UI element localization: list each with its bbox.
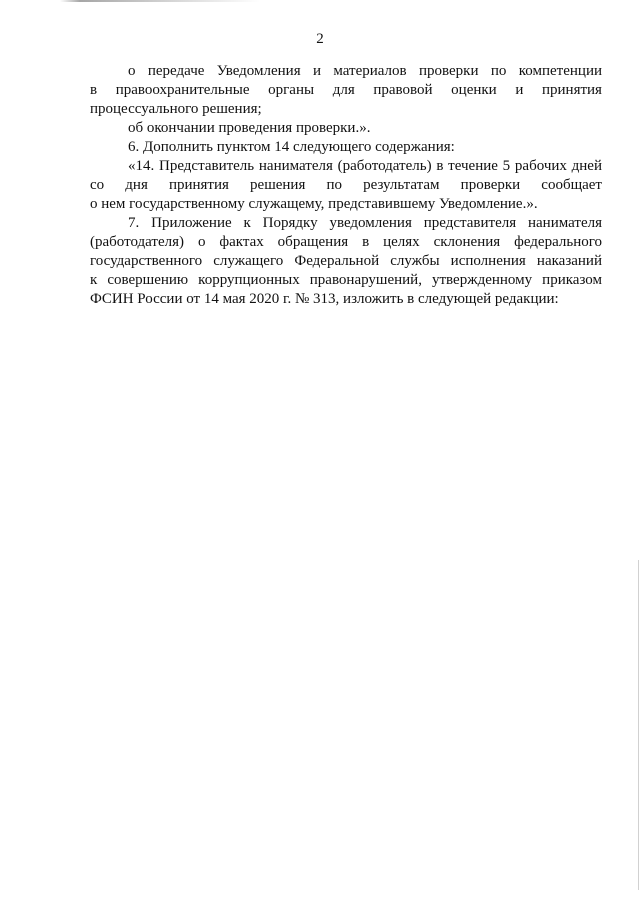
page-number: 2: [316, 31, 324, 47]
scan-artifact-right: [638, 560, 639, 890]
word: органы: [268, 82, 315, 98]
word: правоохранительные: [115, 82, 250, 98]
word: в: [90, 82, 98, 98]
text-line: о нем государственному служащему, представившему Уведомление.».: [90, 196, 538, 212]
text-line: процессуального решения;: [90, 101, 262, 117]
word: проверки: [460, 177, 521, 193]
text-line: 7. Приложение к Порядку уведомления представителя нанимателя: [128, 215, 602, 231]
word: решения: [250, 177, 306, 193]
scan-artifact-top: [60, 0, 260, 2]
word: дня: [125, 177, 148, 193]
text-line: (работодателя) о фактах обращения в целях склонения федерального: [90, 234, 602, 250]
paragraph-item-6: [90, 138, 602, 157]
word: принятия: [541, 82, 602, 98]
text-line: ФСИН России от 14 мая 2020 г. № 313, изложить в следующей редакции:: [90, 291, 559, 307]
text-line-justified: [90, 81, 602, 100]
paragraph-item-14: [90, 157, 602, 214]
word: со: [90, 177, 105, 193]
word: сообщает: [541, 177, 602, 193]
text-line: об окончании проведения проверки.».: [128, 120, 371, 136]
text-line: государственного служащего Федеральной службы исполнения наказаний: [90, 253, 602, 269]
text-line-justified: [90, 176, 602, 195]
word: по: [326, 177, 342, 193]
word: правовой: [373, 82, 433, 98]
document-body: [90, 62, 602, 309]
text-line: 6. Дополнить пунктом 14 следующего содержания:: [128, 139, 455, 155]
word: результатам: [363, 177, 440, 193]
paragraph-item-7: [90, 214, 602, 309]
paragraph-transfer: [90, 62, 602, 119]
word: принятия: [168, 177, 229, 193]
word: для: [332, 82, 355, 98]
word: и: [515, 82, 524, 98]
text-line: о передаче Уведомления и материалов проверки по компетенции: [128, 63, 602, 79]
text-line: к совершению коррупционных правонарушений, утвержденному приказом: [90, 272, 602, 288]
word: оценки: [451, 82, 497, 98]
text-line: «14. Представитель нанимателя (работодатель) в течение 5 рабочих дней: [128, 158, 602, 174]
paragraph-completion: [90, 119, 602, 138]
